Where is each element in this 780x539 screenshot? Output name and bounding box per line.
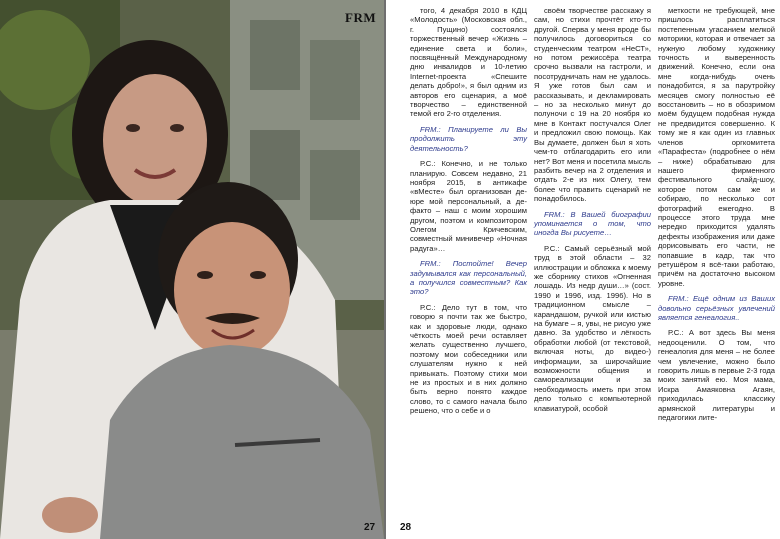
left-page-photo xyxy=(0,0,384,539)
interview-answer: Р.С.: Самый серьёзный мой труд в этой области – 32 иллюстрации и обложка к моему же сборнику стихов «Огненная лошадь. Из недр души…» (сост. 1990 и 1996, изд. 1996). Но в традиционном смысле – карандашом, ручкой или кистью на бумаге – я, увы, не рисую уже давно. За удобство и лёгкость обработки любой (от текстовой, включая ноты, до видео-) информации, за широчайшие возможности общения и самореализации и за необходимость иметь при этом дело только с компьютерной клавиатурой, особой xyxy=(534,243,651,413)
interview-answer: Р.С.: Конечно, и не только планирую. Совсем недавно, 21 ноября 2015, в антикафе «вМесте» был организован де-юре мой персональный, а де-факто – наш с моим хорошим другом, поэтом и композитором Олегом Кричевским, совместный минивечер «Ночная радуга»… xyxy=(410,159,527,253)
text-column-3 xyxy=(658,6,775,428)
text-column-1 xyxy=(410,6,527,422)
magazine-logo: FRM xyxy=(345,10,377,25)
interview-answer: Р.С.: А вот здесь Вы меня недооценили. О том, что генеалогия для меня – не более чем увлечение, можно было говорить лишь в первые 2-3 года моих занятий ею. Моя мама, Искра Амаяковна Агаян, приходилась классику армянской литературы и педагогики лите- xyxy=(658,328,775,423)
interview-question: FRM.: Планируете ли Вы продолжить эту деятельность? xyxy=(410,124,527,153)
page-number-left: 27 xyxy=(364,522,376,533)
text-column-2 xyxy=(534,6,651,419)
interview-answer: тогo, 4 декабря 2010 в КДЦ «Молодость» (Московская обл., г. Пущино) состоялся торжественный вечер «Жизнь – единение света и боли», посвящённый Международному дню инвалидов и 10-летию Internet-проекта «Спешите делать добро!», я был одним из авторов его сценария, а моё творчество – единственной темой его 2-го отделения. xyxy=(410,6,527,119)
right-page-text xyxy=(386,0,780,539)
interview-question: FRM.: Постойте! Вечер задумывался как персональный, а получился совместным? Как это? xyxy=(410,259,527,297)
interview-question: FRM.: Ещё одним из Ваших довольно серьёзных увлечений является генеалогия.. xyxy=(658,294,775,322)
page-number-right: 28 xyxy=(400,522,412,533)
interview-question: FRM.: В Вашей биографии упоминается о том, что иногда Вы рисуете… xyxy=(534,209,651,238)
portrait-photo xyxy=(0,0,384,539)
interview-answer: своём творчестве расскажу я сам, но стихи прочтёт кто-то другой. Сперва у меня вроде бы получилось договориться со студенческим театром «НеСТ», но потом режиссёра театра срочно вызвали на гастроли, и посотрудничать нам не удалось. Я уже готов был сам и рассказывать, и декламировать – но за несколько минут до полуночи с 19 на 20 ноября ко мне в Контакт постучался Олег и предложил свою помощь. Как Вы думаете, должен был я хоть чем-то отблагодарить его или нет? Вот меня и посетила мысль разбить вечер на 2 отделения и отдать 2-е из них Олегу, тем более что править сценарий не понадобилось. xyxy=(534,6,651,204)
interview-answer: меткости не требующей, мне пришлось расплатиться постепенным угасанием мелкой моторики, которая и отвечает за нужную любому художнику точность и выверенность движений. Конечно, если она мне когда-нибудь очень понадобится, я за парутройку месяцев смогу полностью её восстановить – но в обозримом моём будущем подобная нужда не предвидится совершенно. К тому же я как один из главных членов оргкомитета «Парафеста» (подробнее о нём – ниже) обрабатываю для нашего фирменного фестивального слайд-шоу, которое потом сам же и собираю, по несколько сот фотографий ежегодно. В процессе этого труда мне нередко приходится удалять дефекты изображения или даже дорисовывать его части, не попавшие в кадр, так что ретушёром я всё-таки работаю, причём на достаточно высоком уровне. xyxy=(658,6,775,288)
interview-answer: Р.С.: Дело тут в том, что говорю я почти так же быстро, как и здоровые люди, однако чёткость моей речи оставляет желать существенно лучшего, поэтому мои собеседники или слушателям нужно к ней привыкать. Поэтому стихи мои не из простых и в них должно быть верно понято каждое слово, то с самого начала было решено, что о себе и о xyxy=(410,302,527,416)
